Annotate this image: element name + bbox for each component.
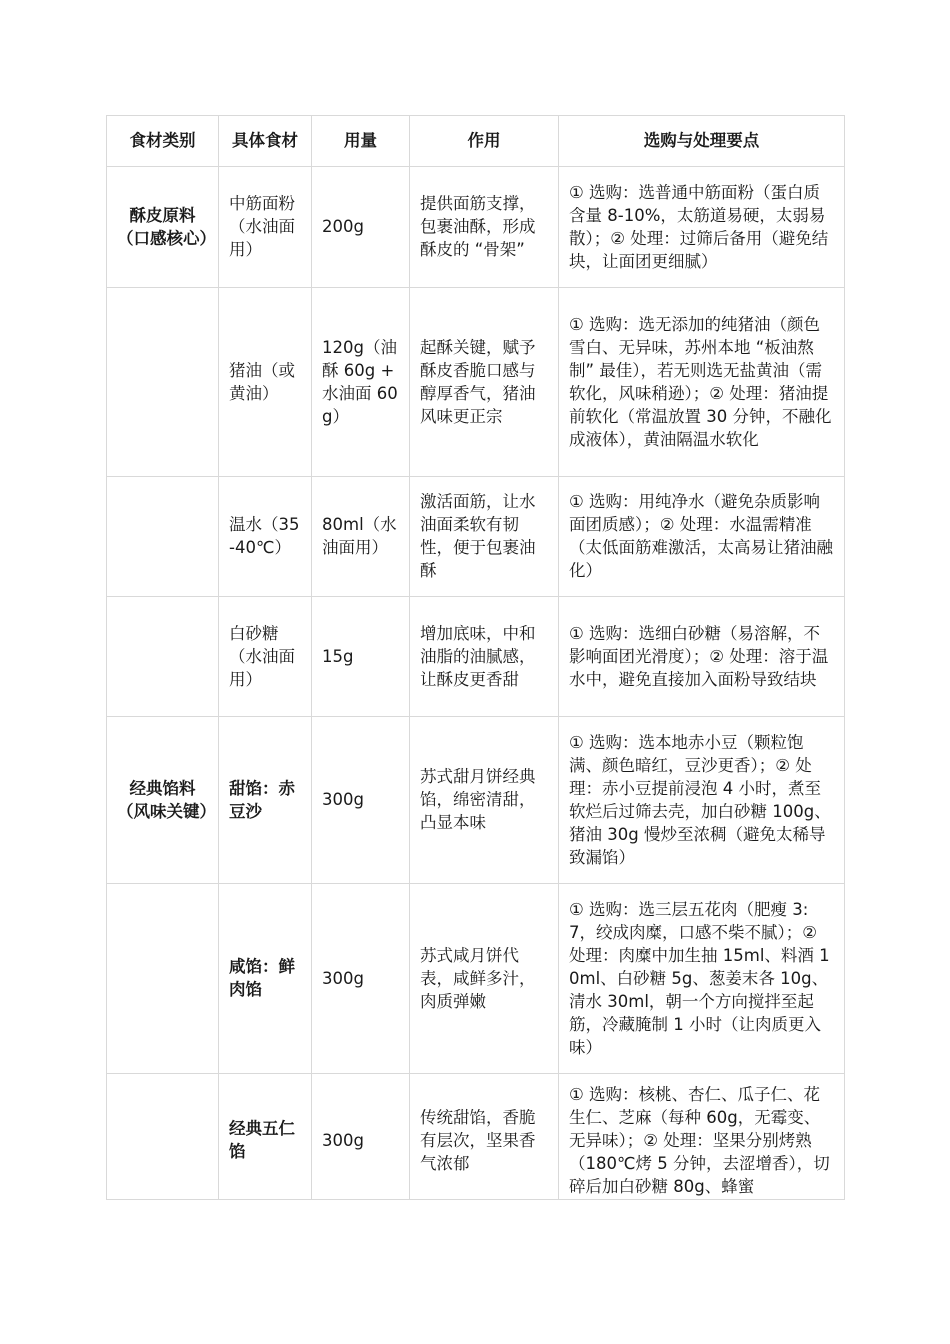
category-cell — [107, 477, 219, 597]
header-amount: 用量 — [312, 116, 410, 167]
table-header-row — [107, 116, 845, 167]
amount-cell: 300g — [312, 1074, 410, 1200]
role-cell: 起酥关键，赋予酥皮香脆口感与醇厚香气，猪油风味更正宗 — [410, 288, 559, 477]
header-tips: 选购与处理要点 — [559, 116, 845, 167]
tips-cell: ① 选购：选无添加的纯猪油（颜色雪白、无异味，苏州本地 “板油熬制” 最佳），若无则选无盐黄油（需软化，风味稍逊）；② 处理：猪油提前软化（常温放置 30 分钟，不融化成液体），黄油隔温水软化 — [559, 288, 845, 477]
tips-cell: ① 选购：选本地赤小豆（颗粒饱满、颜色暗红，豆沙更香）；② 处理：赤小豆提前浸泡 4 小时，煮至软烂后过筛去壳，加白砂糖 100g、猪油 30g 慢炒至浓稠（避免太稀导致漏馅） — [559, 717, 845, 884]
table-row — [107, 884, 845, 1074]
amount-cell: 300g — [312, 717, 410, 884]
category-cell — [107, 288, 219, 477]
ingredient-cell: 中筋面粉（水油面用） — [219, 167, 312, 288]
role-cell: 增加底味，中和油脂的油腻感，让酥皮更香甜 — [410, 597, 559, 717]
table-row — [107, 1074, 845, 1200]
header-role: 作用 — [410, 116, 559, 167]
role-cell: 提供面筋支撑，包裹油酥，形成酥皮的 “骨架” — [410, 167, 559, 288]
category-cell: 酥皮原料（口感核心） — [107, 167, 219, 288]
ingredient-cell: 白砂糖（水油面用） — [219, 597, 312, 717]
header-category: 食材类别 — [107, 116, 219, 167]
ingredient-cell: 猪油（或黄油） — [219, 288, 312, 477]
amount-cell: 200g — [312, 167, 410, 288]
amount-cell: 120g（油酥 60g + 水油面 60g） — [312, 288, 410, 477]
role-cell: 苏式甜月饼经典馅，绵密清甜，凸显本味 — [410, 717, 559, 884]
table-row — [107, 717, 845, 884]
ingredient-cell: 咸馅：鲜肉馅 — [219, 884, 312, 1074]
tips-cell: ① 选购：选三层五花肉（肥瘦 3:7，绞成肉糜，口感不柴不腻）；② 处理：肉糜中加生抽 15ml、料酒 10ml、白砂糖 5g、葱姜末各 10g、清水 30ml，朝一个方向搅拌至起筋，冷藏腌制 1 小时（让肉质更入味） — [559, 884, 845, 1074]
ingredient-cell: 温水（35-40℃） — [219, 477, 312, 597]
category-cell — [107, 597, 219, 717]
table-row — [107, 477, 845, 597]
ingredient-cell: 甜馅：赤豆沙 — [219, 717, 312, 884]
amount-cell: 15g — [312, 597, 410, 717]
amount-cell: 80ml（水油面用） — [312, 477, 410, 597]
category-cell — [107, 1074, 219, 1200]
header-ingredient: 具体食材 — [219, 116, 312, 167]
category-cell — [107, 884, 219, 1074]
amount-cell: 300g — [312, 884, 410, 1074]
table-row — [107, 288, 845, 477]
ingredient-cell: 经典五仁馅 — [219, 1074, 312, 1200]
role-cell: 传统甜馅，香脆有层次，坚果香气浓郁 — [410, 1074, 559, 1200]
role-cell: 苏式咸月饼代表，咸鲜多汁，肉质弹嫩 — [410, 884, 559, 1074]
role-cell: 激活面筋，让水油面柔软有韧性，便于包裹油酥 — [410, 477, 559, 597]
ingredients-table — [106, 115, 845, 1200]
tips-text: ① 选购：核桃、杏仁、瓜子仁、花生仁、芝麻（每种 60g，无霉变、无异味）；② 处理：坚果分别烤熟（180℃烤 5 分钟，去涩增香），切碎后加白砂糖 80g、蜂蜜 — [569, 1084, 830, 1196]
tips-cell — [559, 1074, 845, 1200]
table-row — [107, 167, 845, 288]
tips-cell: ① 选购：选细白砂糖（易溶解，不影响面团光滑度）；② 处理：溶于温水中，避免直接加入面粉导致结块 — [559, 597, 845, 717]
table-row — [107, 597, 845, 717]
tips-cell: ① 选购：选普通中筋面粉（蛋白质含量 8-10%，太筋道易硬，太弱易散）；② 处理：过筛后备用（避免结块，让面团更细腻） — [559, 167, 845, 288]
tips-cell: ① 选购：用纯净水（避免杂质影响面团质感）；② 处理：水温需精准（太低面筋难激活，太高易让猪油融化） — [559, 477, 845, 597]
category-cell: 经典馅料（风味关键） — [107, 717, 219, 884]
